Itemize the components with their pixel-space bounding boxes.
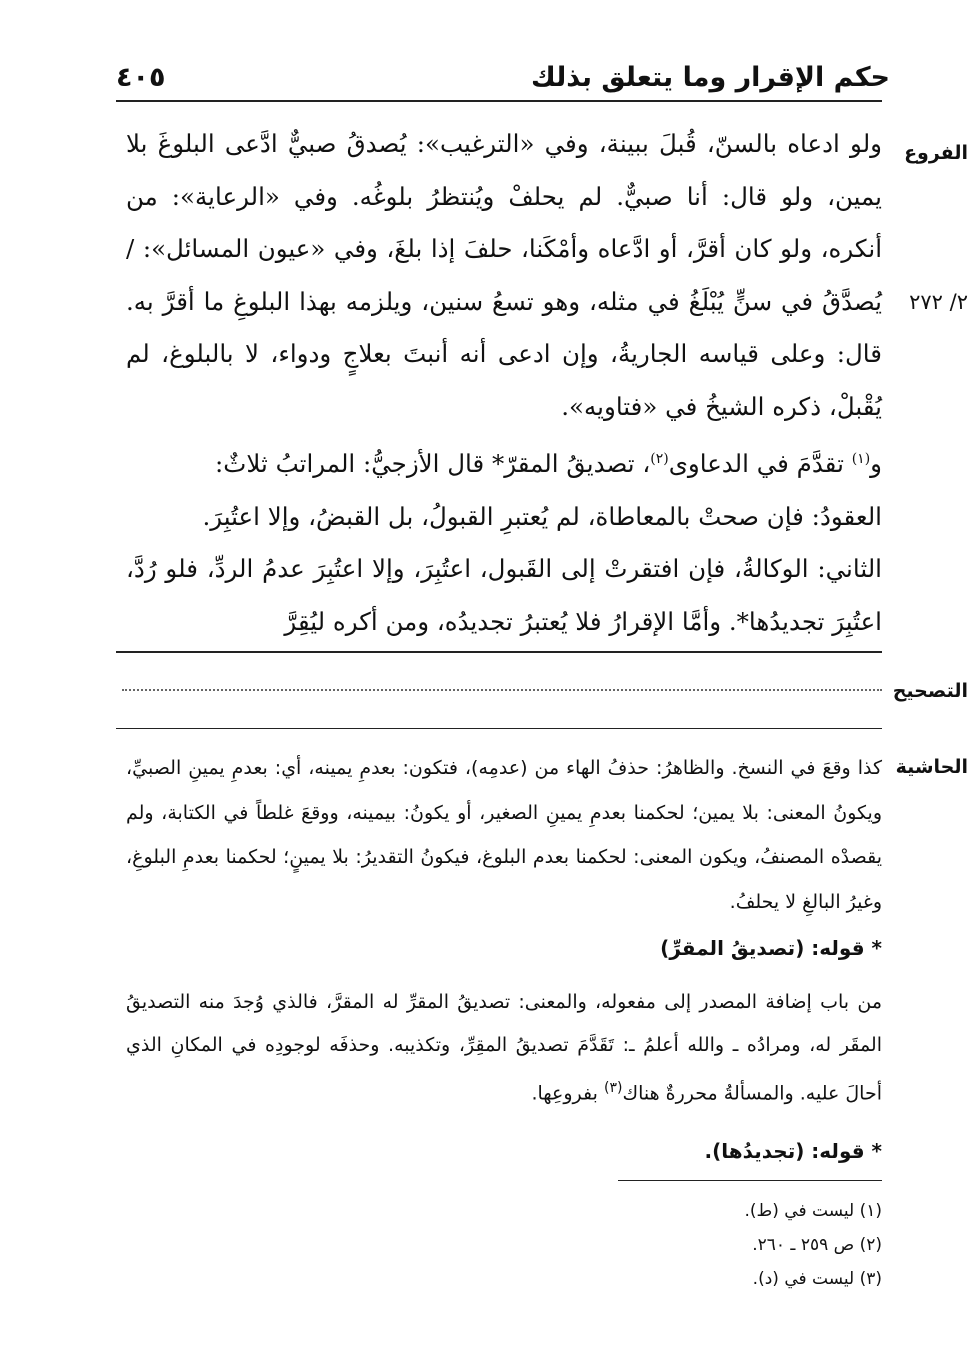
main-line: أنكره، ولو كان أقرَّ، أو ادَّعاه وأمْكَنا، حلفَ إذا بلغَ، وفي «عيون المسائل»: (142, 234, 882, 263)
footnote-item: (١) ليست في (ط). (744, 1201, 882, 1221)
main-text-fragment: تقدَّمَ في الدعاوى (668, 449, 852, 479)
margin-volume-reference: ٢/ ٢٧٢ (909, 290, 968, 314)
main-paragraph-1 (126, 118, 882, 433)
hashiya-text-fragment: من باب إضافة المصدر إلى مفعوله، والمعنى: تصديقُ المقرِّ له المقرَّ، فالذي وُجدَ منه التصديقُ المقَر له، ومرادُه ـ والله أعلمُ ـ: تَقَدَّمَ تصديقُ المقِرِّ، وتكذيبه. وحذفَه لوجودِه في المكانِ الذي أحالَ عليه. والمسألةُ محررةٌ هناك (126, 990, 882, 1104)
footnote-item: (٣) ليست في (د). (752, 1269, 882, 1289)
main-paragraph-3: العقودُ: فإن صحتْ بالمعاطاة، لم يُعتبرِ القبولُ، بل القبضُ، وإلا اعتُبِرَ. (202, 501, 882, 531)
main-line: به. قال: وعلى قياسه الجاريةُ، وإن ادعى أنه أنبتَ بعلاجٍ ودواء، لا (126, 286, 882, 368)
margin-label-hashiya: الحاشية (895, 756, 968, 778)
footnote-marker-1: (١) (851, 451, 871, 467)
footnote-rule (618, 1180, 882, 1181)
hashiya-text-fragment: بفروعِها. (531, 1081, 604, 1104)
main-line: فلو رُدَّ، اعتُبِرَ تجديدُها*. وأمَّا الإقرارُ فلا يُعتبرُ تجديدُه، ومن أكره ليُقِرَّ (126, 554, 882, 636)
main-text-furu (126, 118, 882, 648)
hashiya-paragraph-1: كذا وقعَ في النسخ. والظاهرُ: حذفُ الهاء من (عدمِه)، فتكون: بعدمِ يمينه، أي: بعدمِ يمينِ الصبيِّ، ويكونُ المعنى: بلا يمين؛ لحكمنا بعدمِ يمينِ الصغير، أو يكونُ: بيمينه، ووقعَ غلطاً في الكتابة، ولم يقصدْه المصنفُ، ويكون المعنى: لحكمنا بعدم البلوغ، فيكونُ التقديرُ: بلا يمينٍ؛ لحكمنا بعدمِ البلوغِ، وغيرُ البالغِ لا يحلفُ. (126, 757, 882, 913)
footnote-marker-2: (٢) (650, 451, 669, 467)
margin-label-tashih: التصحيح (892, 680, 968, 702)
hashiya-heading-tajdid: * قوله: (تجديدُها). (704, 1138, 882, 1163)
tashih-dotted-line (122, 689, 882, 691)
hashiya-commentary (126, 746, 882, 1173)
main-paragraph-4 (126, 543, 882, 648)
main-line: ولو ادعاه بالسنّ، قُبلَ ببينة، وفي «الترغيب»: يُصدقُ صبيٌّ ادَّعى البلوغَ بلا (126, 129, 882, 158)
hashiya-paragraph-2 (126, 981, 882, 1115)
main-line: يمين، ولو قال: أنا صبيٌّ. لم يحلفْ ويُنتظرُ بلوغُه. وفي «الرعاية»: من (126, 181, 882, 211)
running-header-title: حكم الإقرار وما يتعلق بذلك (531, 62, 890, 93)
main-line: الثاني: الوكالةُ، فإن افتقرتْ إلى القَبول، اعتُبِرَ، وإلا اعتُبِرَ عدمُ الردِّ، (206, 554, 882, 584)
header-rule (116, 100, 882, 102)
main-text-fragment: ، تصديقُ المقرّ* قال الأزجيُّ: المراتبُ ثلاثٌ: (215, 449, 651, 479)
main-paragraph-2 (126, 433, 882, 491)
hashiya-heading-tasdiq: * قوله: (تصديقُ المقرِّ) (660, 936, 882, 960)
footnote-item: (٢) ص ٢٥٩ ـ ٢٦٠. (752, 1235, 882, 1255)
tashih-rule (116, 728, 882, 729)
footnotes (745, 1194, 882, 1296)
margin-label-furu: الفروع (904, 142, 968, 164)
main-text-fragment: و (870, 449, 882, 479)
main-text-rule (116, 651, 882, 653)
main-line: بالبلوغ، لم يُقْبلْ، ذكره الشيخُ في «فتاويه». (126, 339, 882, 421)
page-number: ٤٠٥ (116, 62, 166, 93)
footnote-marker-3: (٣) (603, 1079, 623, 1096)
main-line: / يُصدَّقُ في سنٍّ يُبْلَغُ في مثله، وهو تسعُ سنين، ويلزمه بهذا البلوغِ ما أقرَّ (126, 234, 882, 316)
